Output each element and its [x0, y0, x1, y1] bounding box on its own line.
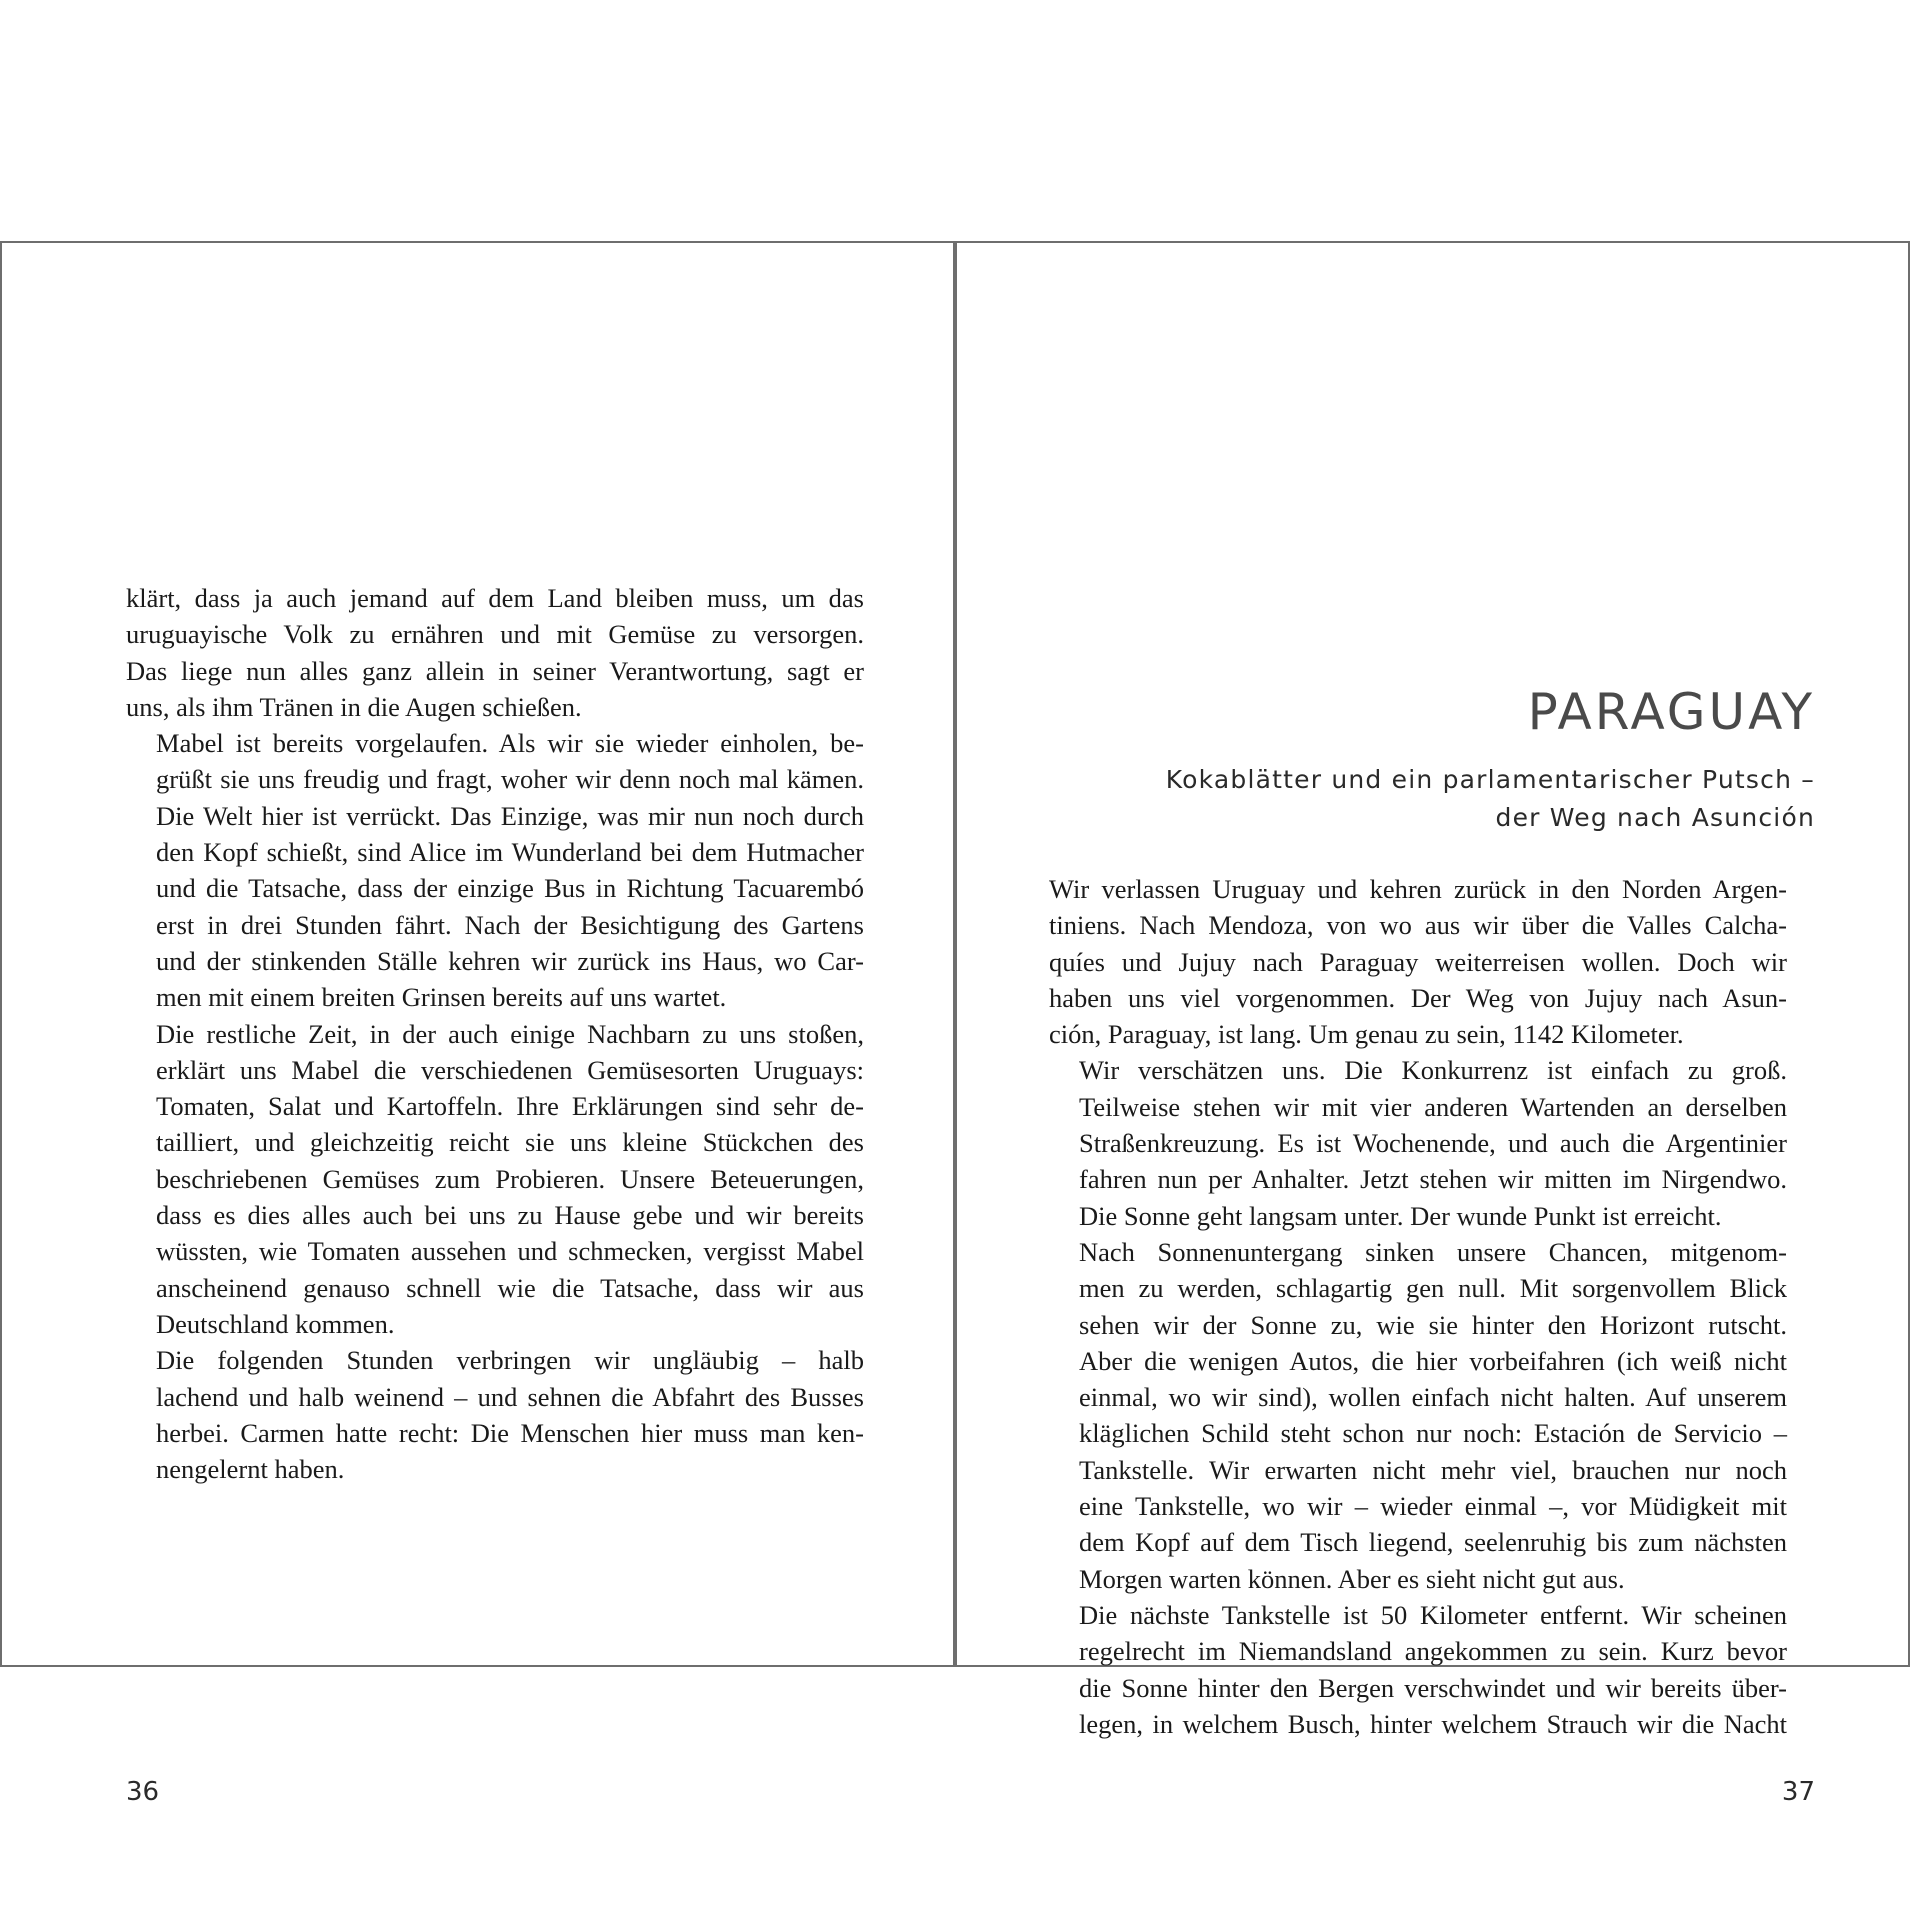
text-line: sehen wir der Sonne zu, wie sie hinter den Horizont rutscht.	[1079, 1309, 1787, 1340]
text-line: fahren nun per Anhalter. Jetzt stehen wir mitten im Nirgendwo.	[1079, 1164, 1787, 1195]
paragraph	[126, 725, 864, 1015]
right-page-number: 37	[1781, 1777, 1815, 1807]
text-line: kläglichen Schild steht schon nur noch: Estación de Servicio –	[1079, 1418, 1787, 1449]
text-line: ción, Paraguay, ist lang. Um genau zu sein, 1142 Kilometer.	[1049, 1019, 1684, 1050]
text-line: Die restliche Zeit, in der auch einige Nachbarn zu uns stoßen,	[156, 1018, 864, 1049]
text-line: Die Welt hier ist verrückt. Das Einzige, was mir nun noch durch	[156, 800, 864, 831]
text-line: legen, in welchem Busch, hinter welchem Strauch wir die Nacht	[1079, 1708, 1787, 1739]
text-line: beschriebenen Gemüses zum Probieren. Unsere Beteuerungen,	[156, 1163, 864, 1194]
text-line: den Kopf schießt, sind Alice im Wunderland bei dem Hutmacher	[156, 837, 864, 868]
paragraph	[1049, 1052, 1787, 1233]
text-line: eine Tankstelle, wo wir – wieder einmal –, vor Müdigkeit mit	[1079, 1491, 1787, 1522]
text-line: tailliert, und gleichzeitig reicht sie uns kleine Stückchen des	[156, 1127, 864, 1158]
text-line: quíes und Jujuy nach Paraguay weiterreisen wollen. Doch wir	[1049, 946, 1787, 977]
text-line: Das liege nun alles ganz allein in seiner Verantwortung, sagt er	[126, 655, 864, 686]
text-line: nengelernt haben.	[156, 1454, 345, 1485]
text-line: dass es dies alles auch bei uns zu Hause gebe und wir bereits	[156, 1200, 864, 1231]
left-page	[0, 241, 955, 1807]
text-line: Wir verschätzen uns. Die Konkurrenz ist einfach zu groß.	[1079, 1055, 1787, 1086]
text-line: Tomaten, Salat und Kartoffeln. Ihre Erklärungen sind sehr de-	[156, 1091, 864, 1122]
paragraph	[1049, 1597, 1787, 1742]
text-line: einmal, wo wir sind), wollen einfach nicht halten. Auf unserem	[1079, 1382, 1787, 1413]
text-line: Die folgenden Stunden verbringen wir ungläubig – halb	[156, 1345, 864, 1376]
left-page-number: 36	[126, 1777, 160, 1807]
right-page	[955, 241, 1910, 1807]
text-line: dem Kopf auf dem Tisch liegend, seelenruhig bis zum nächsten	[1079, 1527, 1787, 1558]
paragraph	[1049, 1234, 1787, 1597]
chapter-subtitle-line: Kokablätter und ein parlamentarischer Putsch –	[1165, 765, 1815, 794]
text-line: Wir verlassen Uruguay und kehren zurück in den Norden Argen-	[1049, 874, 1787, 904]
chapter-title: PARAGUAY	[1527, 683, 1815, 741]
text-line: erst in drei Stunden fährt. Nach der Besichtigung des Gartens	[156, 909, 864, 940]
paragraph	[126, 580, 864, 725]
text-line: Tankstelle. Wir erwarten nicht mehr viel, brauchen nur noch	[1079, 1454, 1787, 1485]
left-page-body	[126, 580, 864, 1487]
text-line: anscheinend genauso schnell wie die Tatsache, dass wir aus	[156, 1272, 864, 1303]
text-line: Mabel ist bereits vorgelaufen. Als wir sie wieder einholen, be-	[156, 728, 864, 759]
text-line: Nach Sonnenuntergang sinken unsere Chancen, mitgenom-	[1079, 1236, 1787, 1267]
text-line: uns, als ihm Tränen in die Augen schießen.	[126, 691, 582, 722]
paragraph	[126, 1016, 864, 1343]
chapter-subtitle	[1166, 761, 1815, 837]
text-line: erklärt uns Mabel die verschiedenen Gemüsesorten Uruguays:	[156, 1054, 864, 1085]
text-line: Die Sonne geht langsam unter. Der wunde Punkt ist erreicht.	[1079, 1200, 1722, 1231]
text-line: klärt, dass ja auch jemand auf dem Land bleiben muss, um das	[126, 583, 864, 613]
text-line: tiniens. Nach Mendoza, von wo aus wir über die Valles Calcha-	[1049, 910, 1787, 941]
text-line: Straßenkreuzung. Es ist Wochenende, und auch die Argentinier	[1079, 1128, 1787, 1159]
right-page-body	[1049, 871, 1787, 1742]
text-line: Deutschland kommen.	[156, 1308, 395, 1339]
text-line: herbei. Carmen hatte recht: Die Menschen hier muss man ken-	[156, 1417, 864, 1448]
text-line: und die Tatsache, dass der einzige Bus in Richtung Tacuarembó	[156, 873, 864, 904]
text-line: regelrecht im Niemandsland angekommen zu sein. Kurz bevor	[1079, 1636, 1787, 1667]
paragraph	[1049, 871, 1787, 1052]
text-line: men mit einem breiten Grinsen bereits auf uns wartet.	[156, 982, 727, 1013]
text-line: wüssten, wie Tomaten aussehen und schmecken, vergisst Mabel	[156, 1236, 864, 1267]
text-line: Aber die wenigen Autos, die hier vorbeifahren (ich weiß nicht	[1079, 1345, 1787, 1376]
text-line: die Sonne hinter den Bergen verschwindet und wir bereits über-	[1079, 1672, 1787, 1703]
text-line: men zu werden, schlagartig gen null. Mit sorgenvollem Blick	[1079, 1273, 1787, 1304]
text-line: grüßt sie uns freudig und fragt, woher wir denn noch mal kämen.	[156, 764, 864, 795]
text-line: lachend und halb weinend – und sehnen die Abfahrt des Busses	[156, 1381, 864, 1412]
text-line: Teilweise stehen wir mit vier anderen Wartenden an derselben	[1079, 1091, 1787, 1122]
chapter-subtitle-line: der Weg nach Asunción	[1495, 803, 1815, 832]
page-gutter-divider	[953, 241, 956, 1667]
paragraph	[126, 1342, 864, 1487]
text-line: Morgen warten können. Aber es sieht nicht gut aus.	[1079, 1563, 1625, 1594]
text-line: haben uns viel vorgenommen. Der Weg von Jujuy nach Asun-	[1049, 982, 1787, 1013]
text-line: und der stinkenden Ställe kehren wir zurück ins Haus, wo Car-	[156, 945, 864, 976]
text-line: Die nächste Tankstelle ist 50 Kilometer entfernt. Wir scheinen	[1079, 1599, 1787, 1630]
text-line: uruguayische Volk zu ernähren und mit Gemüse zu versorgen.	[126, 619, 864, 650]
